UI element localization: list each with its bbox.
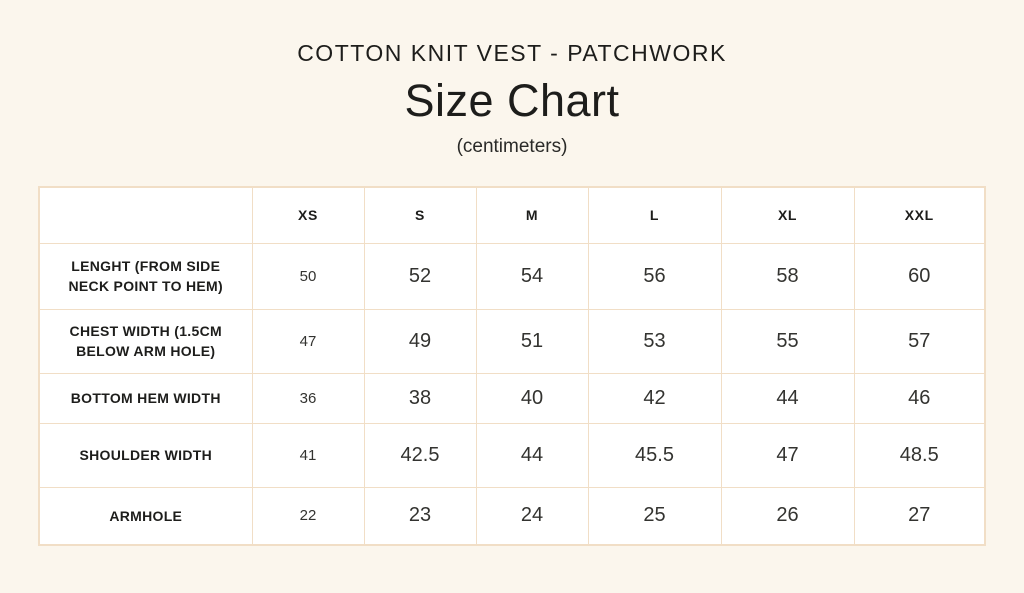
measurement-value: 53 [588, 309, 721, 373]
measurement-value: 46 [854, 373, 985, 423]
unit-subtitle: (centimeters) [456, 136, 568, 157]
measurement-value: 25 [588, 487, 721, 545]
measurement-value: 51 [476, 309, 588, 373]
measurement-value: 22 [252, 487, 364, 545]
row-label: CHEST WIDTH (1.5CM BELOW ARM HOLE) [39, 309, 252, 373]
measurement-value: 45.5 [588, 423, 721, 487]
measurement-value: 48.5 [854, 423, 985, 487]
measurement-value: 42 [588, 373, 721, 423]
measurement-value: 47 [252, 309, 364, 373]
measurement-value: 23 [364, 487, 476, 545]
table-row [39, 309, 985, 373]
size-chart-header [39, 187, 985, 243]
measurement-value: 60 [854, 243, 985, 309]
measurement-value: 44 [721, 373, 854, 423]
measurement-value: 47 [721, 423, 854, 487]
measurement-value: 26 [721, 487, 854, 545]
measurement-value: 54 [476, 243, 588, 309]
measurement-value: 52 [364, 243, 476, 309]
measurement-value: 42.5 [364, 423, 476, 487]
row-label: ARMHOLE [39, 487, 252, 545]
size-chart-body [39, 243, 985, 545]
page-header [0, 0, 1024, 158]
measurement-value: 40 [476, 373, 588, 423]
column-header-m: M [476, 187, 588, 243]
row-label: LENGHT (FROM SIDE NECK POINT TO HEM) [39, 243, 252, 309]
table-row [39, 423, 985, 487]
header-row [39, 187, 985, 243]
column-header-xl: XL [721, 187, 854, 243]
column-header-xxl: XXL [854, 187, 985, 243]
measurement-value: 44 [476, 423, 588, 487]
measurement-value: 55 [721, 309, 854, 373]
measurement-value: 36 [252, 373, 364, 423]
corner-cell [39, 187, 252, 243]
measurement-value: 57 [854, 309, 985, 373]
table-row [39, 487, 985, 545]
measurement-value: 58 [721, 243, 854, 309]
table-row [39, 243, 985, 309]
table-row [39, 373, 985, 423]
column-header-xs: XS [252, 187, 364, 243]
column-header-l: L [588, 187, 721, 243]
measurement-value: 38 [364, 373, 476, 423]
row-label: BOTTOM HEM WIDTH [39, 373, 252, 423]
column-header-s: S [364, 187, 476, 243]
row-label: SHOULDER WIDTH [39, 423, 252, 487]
measurement-value: 50 [252, 243, 364, 309]
measurement-value: 27 [854, 487, 985, 545]
measurement-value: 41 [252, 423, 364, 487]
measurement-value: 24 [476, 487, 588, 545]
measurement-value: 49 [364, 309, 476, 373]
size-chart-table [38, 186, 986, 546]
product-title: COTTON KNIT VEST - PATCHWORK [297, 40, 727, 66]
page-heading: Size Chart [404, 75, 620, 126]
measurement-value: 56 [588, 243, 721, 309]
